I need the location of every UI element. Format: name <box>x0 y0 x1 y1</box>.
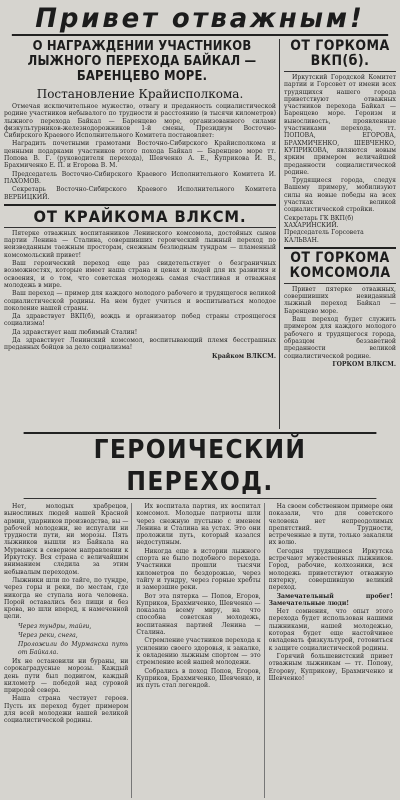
poem-line: Через реки, снега, <box>18 632 78 640</box>
kraikom-paragraph: Да здравствует Ленинский комсомол, воспитывающий племя бесстрашных преданных бойцов за дело социализма! <box>4 337 276 352</box>
gorkom-paragraph: Иркутский Городской Комитет партии и Горсовет от имени всех трудящихся нашего города приветствуют отважных участников перехода Байкал — Баренцево море. Героизм и выносливость, проявленные участниками перехода, тт. ПОПОВА, ЕГОРОВА, БРАХМИЧЕНКО, ШЕВЧЕНКО, КУПРИКОВА, являются новым ярким примером величайшей преданности социалистической родине. <box>284 74 396 176</box>
kraikom-title: ОТ КРАЙКОМА ВЛКСМ. <box>33 206 247 226</box>
banner-headline: Привет отважным! <box>12 2 388 36</box>
poem-line: Проложили до Мурманска путь от Байкала. <box>18 641 129 656</box>
kraikom-text <box>4 230 276 352</box>
article-paragraph: Нет, молодых храбрецов, выносливых людей нашей Красной армии, ударников производства, вы — рабочей молодежи, не испугали ни трудности пути, ни морозы. Пять лыжников вышли из Байкала на Мурманск в северном направлении к Иркутску. Вся страна с величайшим вниманием следила за этим небывалым переходом. <box>4 503 129 576</box>
article-paragraph: Стремление участников перехода к усилению своего здоровья, к закалке, к овладению лыжным спортом — это стремление всей нашей молодежи. <box>136 637 261 667</box>
gorkom-komsomol-signature: ГОРКОМ ВЛКСМ. <box>332 360 396 368</box>
decree-signature: Секретарь Восточно-Сибирского Краевого Исполнительного Комитета ВЕРБИЦКИЙ. <box>4 186 276 201</box>
article-paragraph: Их воспитала партия, их воспитал комсомол. Молодые патриоты шли через снежную пустыню с именем Ленина и Сталина на устах. Это они проложили путь, который казался недоступным. <box>136 503 261 547</box>
article-columns <box>4 503 396 798</box>
article-paragraph: Собрались в поход Попов, Егоров, Куприков, Брахмиченко, Шевченко, и их путь стал легендой. <box>136 667 261 690</box>
poem-line: Через тундры, тайги, <box>18 622 92 630</box>
article-paragraph: Лыжники шли по тайге, по тундре, через горы и реки, по местам, где никогда не ступала нога человека. Порой оставались без пищи и без крова, но шли вперед, к намеченной цели. <box>4 576 129 621</box>
gorkom-komsomol-text <box>284 286 396 360</box>
decree-paragraph: Наградить почетными грамотами Восточно-Сибирского Крайисполкома и ценными подарками участников этого похода Байкал — Баренцево море тт. Попова В. Г. (руководителя перехода), Шевченко А. Е., Куприкова И. В., Брахмиченко Е. П. и Егорова В. М. <box>4 140 276 170</box>
decree-paragraph: Отмечая исключительное мужество, отвагу и преданность социалистической родине участников небывалого по трудности и расстоянию (в тысячи километров) лыжного перехода Байкал — Баренцево море, организованного силами физкультурников-железнодорожников 1-й смены, Президиум Восточно-Сибирского Краевого Исполнительного Комитета постановляет: <box>4 103 276 140</box>
article-paragraph: Наша страна чествует героев. Пусть их переход будет примером для всей молодежи нашей великой социалистической родины. <box>4 695 129 725</box>
kraikom-signature: Крайком ВЛКСМ. <box>212 352 276 360</box>
divider <box>4 227 276 228</box>
article-paragraph: На своем собственном примере они показали, что для советского человека нет непреодолимых препятствий. Трудности, встреченные в пути, только закаляли их волю. <box>268 503 393 547</box>
divider <box>4 204 276 206</box>
divider <box>284 71 396 72</box>
divider <box>284 283 396 284</box>
article-column <box>269 503 396 798</box>
left-column <box>4 39 280 429</box>
kraikom-paragraph: Ваш героический переход еще раз свидетельствует о безграничных возможностях, которые имеет наша страна и ценах и людей для их развития и освоения, и о том, что советская молодежь самая счастливая и отважная молодежь в мире. <box>4 260 276 289</box>
newspaper-page <box>4 2 396 798</box>
gorkom-signature: Председатель Горсовета КАЛЬВАН. <box>284 229 364 244</box>
article-paragraph: Их не остановили ни бураны, ни сорокаградусные морозы. Каждый день пути был подвигом, каждый километр — победой над суровой природой севера. <box>4 657 129 695</box>
decree-signature: Председатель Восточно-Сибирского Краевого Исполнительного Комитета И. ПАХОМОВ. <box>4 170 276 185</box>
kraikom-paragraph: Да здравствует ВКП(б), вождь и организатор побед страны строящегося социализма! <box>4 313 276 328</box>
article-title: ГЕРОИЧЕСКИЙ ПЕРЕХОД. <box>24 432 377 499</box>
kraikom-paragraph: Да здравствует наш любимый Сталин! <box>12 328 138 336</box>
kraikom-paragraph: Пятерке отважных воспитанников Ленинского комсомола, достойных сынов партии Ленина — Сталина, совершивших героический лыжный переход по неизведанным таежным просторам, снежным безлюдным тундрам — пламенный комсомольский привет! <box>4 229 276 259</box>
right-column <box>284 39 396 429</box>
article-paragraph: Нет сомнения, что опыт этого перехода будет использован нашими лыжниками, нашей молодежью, которая будет еще настойчивее овладевать физкультурой, готовиться к защите социалистической родины. <box>268 608 393 652</box>
divider <box>284 247 396 249</box>
kraikom-paragraph: Ваш переход — пример для каждого молодого рабочего и трудящегося великой социалистической родины. На нем будет учиться и воспитываться молодое поколение нашей страны. <box>4 290 276 312</box>
article-paragraph: Никогда еще в истории лыжного спорта не было подобного перехода. Участники прошли тысячи километров по бездорожью, через тайгу и тундру, через горные хребты и замерзшие реки. <box>136 547 261 592</box>
gorkom-komsomol-paragraph: Привет пятерке отважных, совершивших невиданный лыжный переход Байкал — Баренцево море. <box>284 285 396 315</box>
gorkom-title: ОТ ГОРКОМА ВКП(б). <box>290 39 390 69</box>
gorkom-paragraph: Трудящиеся города, следуя Вашему примеру, мобилизуют силы на новые победы на всех участках великой социалистической стройки. <box>284 177 396 214</box>
article-column <box>136 503 264 798</box>
decree-text <box>4 103 276 201</box>
gorkom-komsomol-paragraph: Ваш переход будет служить примером для каждого молодого рабочего и трудящегося города, образцом беззаветной преданности великой социалистической родине. <box>284 316 396 360</box>
gorkom-komsomol-title: ОТ ГОРКОМА КОМСОМОЛА <box>289 249 391 281</box>
top-section <box>4 39 396 429</box>
article-paragraph: Горячий большевистский привет отважным лыжникам — тт. Попову, Егорову, Куприкову, Брахмиченко и Шевченко! <box>268 652 393 682</box>
gorkom-signature: Секретарь ГК ВКП(б) ХАХАРИНСКИЙ. <box>284 214 354 229</box>
gorkom-text <box>284 74 396 214</box>
article-column <box>4 503 132 798</box>
article-paragraph: Сегодня трудящиеся Иркутска встречают мужественных лыжников. Город, рабочие, колхозники, вся молодежь приветствуют отважную пятерку, совершившую великий переход. <box>268 547 393 592</box>
decree-subtitle: Постановление Крайисполкома. <box>36 87 244 101</box>
article-paragraph: Вот эта пятерка — Попов, Егоров, Куприков, Брахмиченко, Шевченко — показала всему миру, на что способна советская молодежь, воспитанная партией Ленина — Сталина. <box>136 592 261 637</box>
article-section <box>4 432 396 798</box>
decree-title: О НАГРАЖДЕНИИ УЧАСТНИКОВ ЛЫЖНОГО ПЕРЕХОДА БАЙКАЛ — БАРЕНЦЕВО МОРЕ. <box>27 39 257 84</box>
article-paragraph: Замечательный пробег! Замечательные люди! <box>268 592 393 607</box>
